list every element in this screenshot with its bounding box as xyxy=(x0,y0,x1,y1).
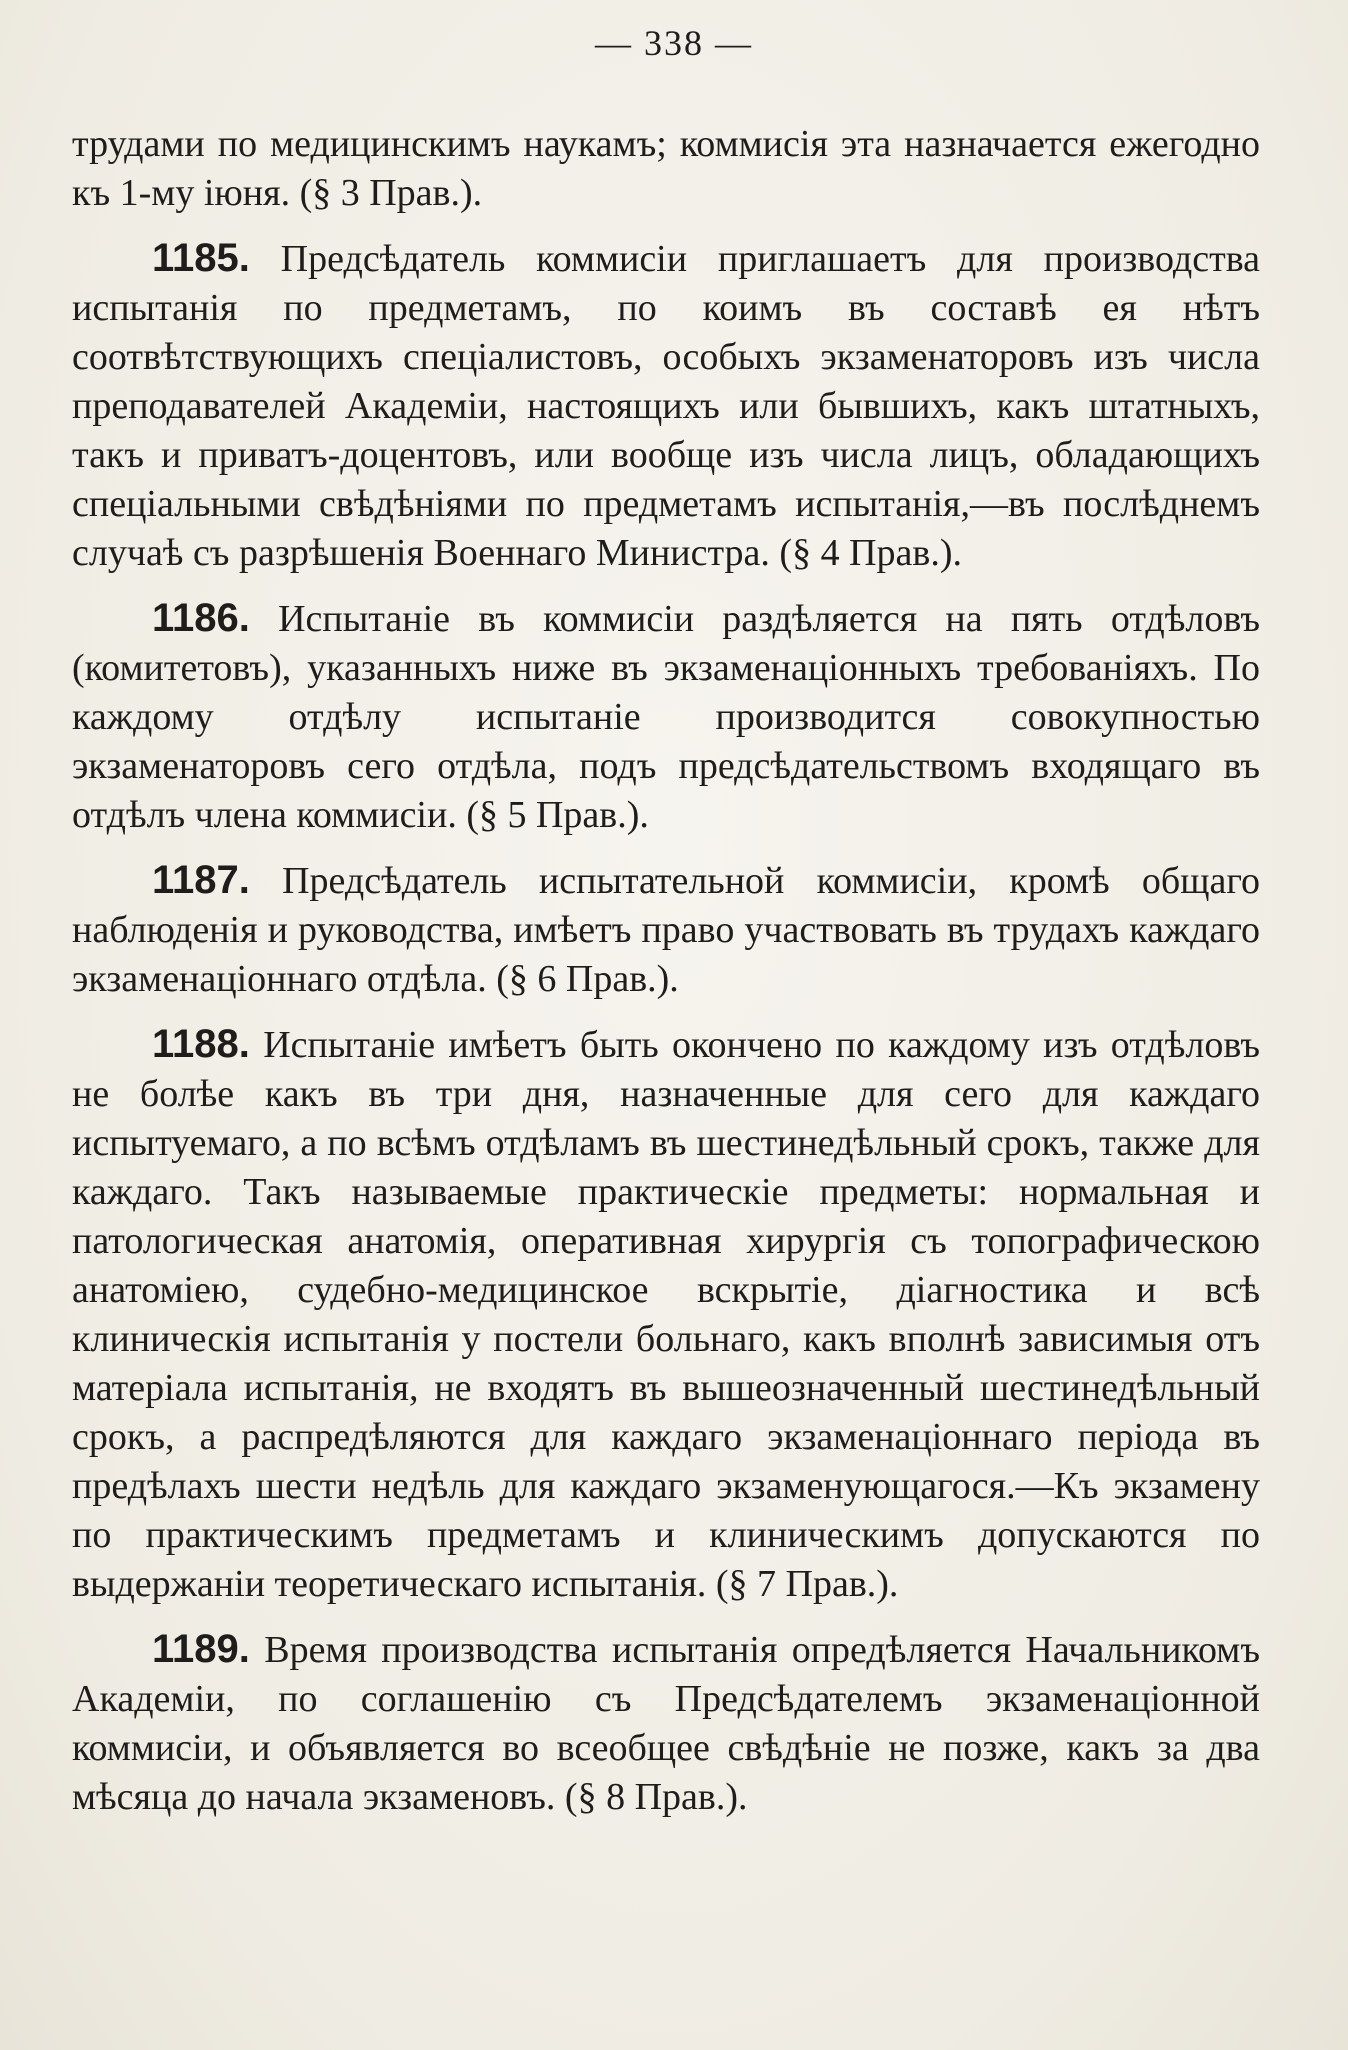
article-1188 xyxy=(72,1020,1260,1609)
paragraph-text: Испытаніе въ коммисіи раздѣляется на пять отдѣловъ (комитетовъ), указанныхъ ниже въ экзаменаціонныхъ требованіяхъ. По каждому отдѣлу испытаніе производится совокупностью экзаменаторовъ сего отдѣла, подъ предсѣдательствомъ входящаго въ отдѣлъ члена коммисіи. (§ 5 Прав.). xyxy=(72,598,1260,836)
article-1187 xyxy=(72,856,1260,1004)
paragraph-text: Время производства испытанія опредѣляется Начальникомъ Академіи, по соглашенію съ Предсѣдателемъ экзаменаціонной коммисіи, и объявляется во всеобщее свѣдѣніе не позже, какъ за два мѣсяца до начала экзаменовъ. (§ 8 Прав.). xyxy=(72,1629,1260,1818)
page-number: — 338 — xyxy=(595,23,753,63)
page-body xyxy=(72,120,1260,1822)
paragraph-text: Предсѣдатель коммисіи приглашаетъ для производства испытанія по предметамъ, по коимъ въ составѣ ея нѣтъ соотвѣтствующихъ спеціалистовъ, особыхъ экзаменаторовъ изъ числа преподавателей Академіи, настоящихъ или бывшихъ, какъ штатныхъ, такъ и приватъ-доцентовъ, или вообще изъ числа лицъ, обладающихъ спеціальными свѣдѣніями по предметамъ испытанія,—въ послѣднемъ случаѣ съ разрѣшенія Военнаго Министра. (§ 4 Прав.). xyxy=(72,238,1260,574)
paragraph-text: Предсѣдатель испытательной коммисіи, кромѣ общаго наблюденія и руководства, имѣетъ право участвовать въ трудахъ каждаго экзаменаціоннаго отдѣла. (§ 6 Прав.). xyxy=(72,860,1260,1000)
paragraph-continuation xyxy=(72,120,1260,218)
article-number: 1189. xyxy=(152,1627,250,1671)
article-1189 xyxy=(72,1625,1260,1822)
article-number: 1186. xyxy=(152,596,250,640)
article-1186 xyxy=(72,594,1260,840)
article-number: 1185. xyxy=(152,236,250,280)
paragraph-text: Испытаніе имѣетъ быть окончено по каждому изъ отдѣловъ не болѣе какъ въ три дня, назначенные для сего для каждаго испытуемаго, а по всѣмъ отдѣламъ въ шестинедѣльный срокъ, также для каждаго. Такъ называемые практическіе предметы: нормальная и патологическая анатомія, оперативная хирургія съ топографическою анатоміею, судебно-медицинское вскрытіе, діагностика и всѣ клиническія испытанія у постели больнаго, какъ вполнѣ зависимыя отъ матеріала испытанія, не входятъ въ вышеозначенный шестинедѣльный срокъ, а распредѣляются для каждаго экзаменаціоннаго періода въ предѣлахъ шести недѣль для каждаго экзаменующагося.—Къ экзамену по практическимъ предметамъ и клиническимъ допускаются по выдержаніи теоретическаго испытанія. (§ 7 Прав.). xyxy=(72,1024,1260,1605)
article-number: 1188. xyxy=(152,1022,250,1066)
paragraph-text: трудами по медицинскимъ наукамъ; коммисія эта назначается ежегодно къ 1-му іюня. (§ 3 Прав.). xyxy=(72,123,1260,214)
article-1185 xyxy=(72,234,1260,578)
article-number: 1187. xyxy=(152,858,250,902)
